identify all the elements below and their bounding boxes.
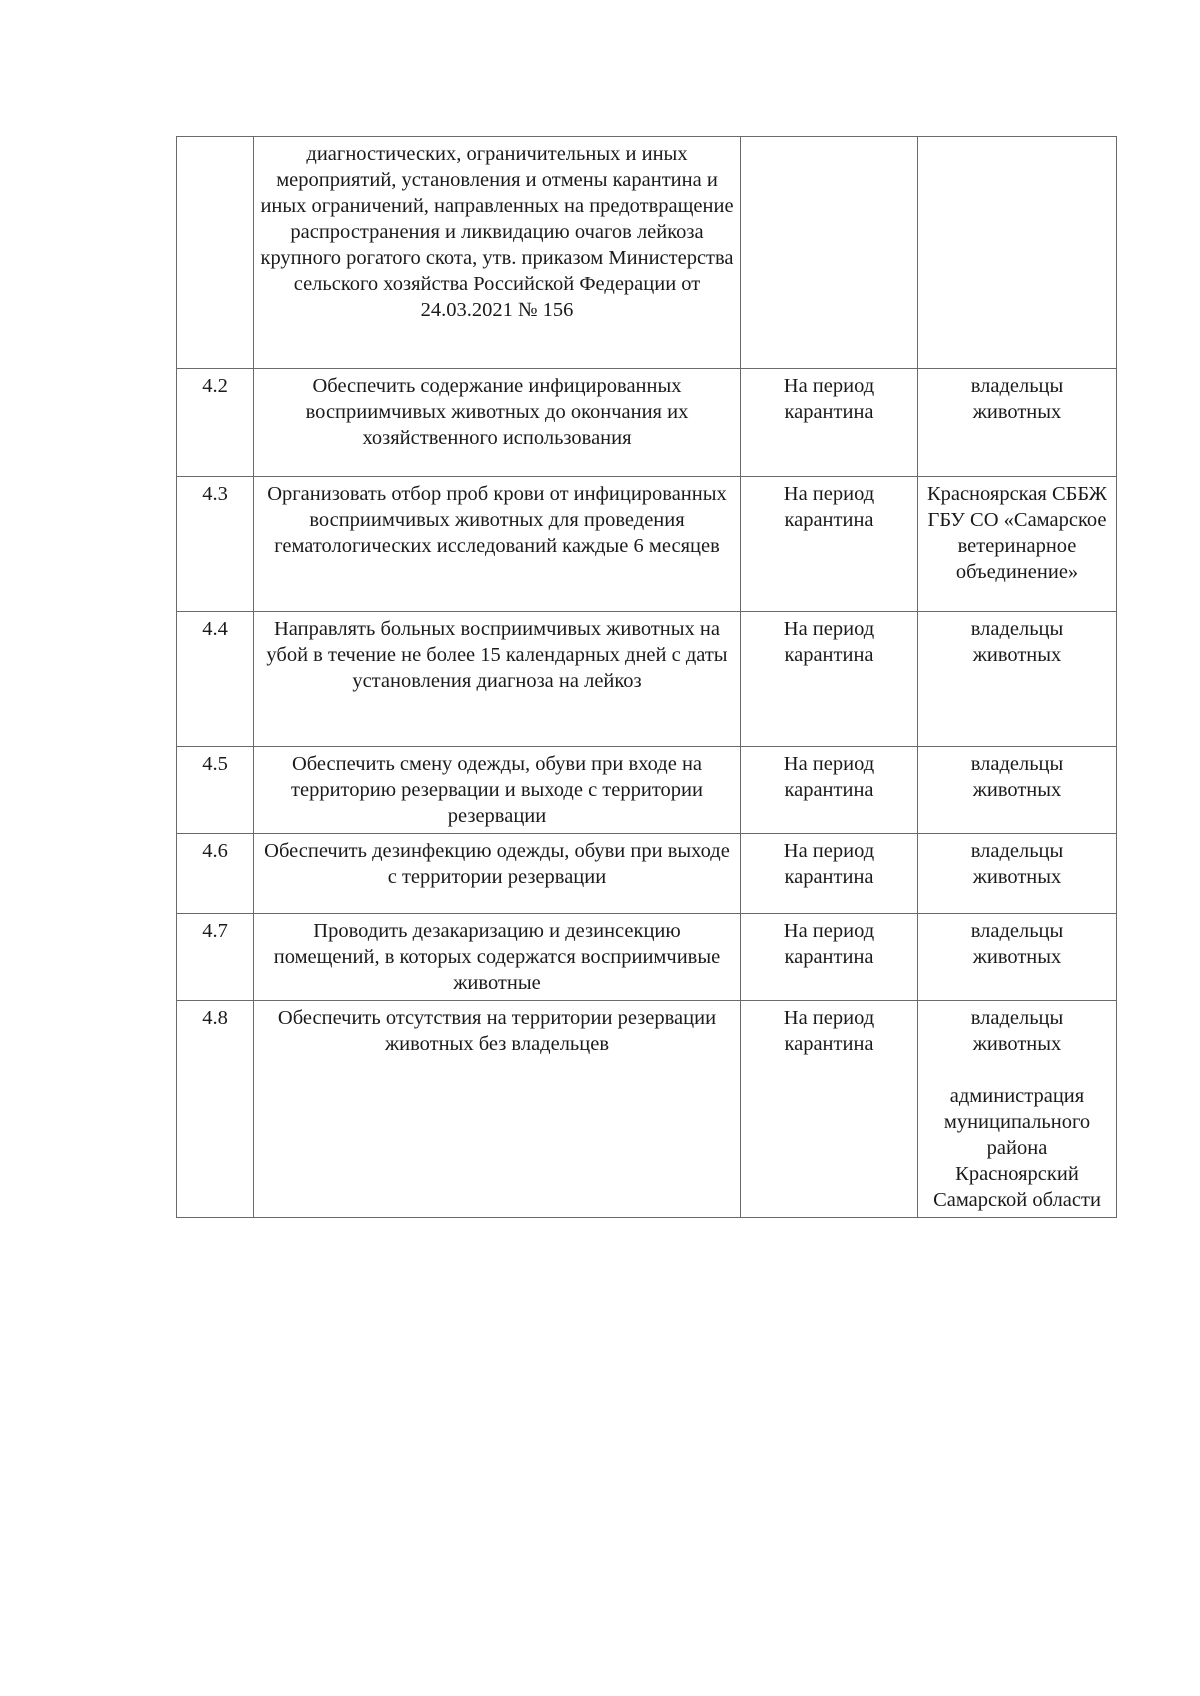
measure-term: На период карантина xyxy=(741,834,918,914)
measure-term xyxy=(741,137,918,369)
measure-responsible-cell xyxy=(918,1001,1117,1218)
measure-term: На период карантина xyxy=(741,477,918,612)
measure-responsible: владельцы животных xyxy=(918,914,1117,1001)
measure-description: Организовать отбор проб крови от инфицированных восприимчивых животных для проведения гематологических исследований каждые 6 месяцев xyxy=(254,477,741,612)
table-row xyxy=(177,914,1117,1001)
row-number: 4.7 xyxy=(177,914,254,1001)
table-row xyxy=(177,369,1117,477)
measure-description: Обеспечить отсутствия на территории резервации животных без владельцев xyxy=(254,1001,741,1218)
measures-table xyxy=(176,136,1117,1218)
row-number: 4.4 xyxy=(177,612,254,747)
row-number: 4.8 xyxy=(177,1001,254,1218)
table-row xyxy=(177,612,1117,747)
measure-description: Обеспечить дезинфекцию одежды, обуви при выходе с территории резервации xyxy=(254,834,741,914)
measure-description: Проводить дезакаризацию и дезинсекцию помещений, в которых содержатся восприимчивые животные xyxy=(254,914,741,1001)
row-number: 4.6 xyxy=(177,834,254,914)
measure-description: Направлять больных восприимчивых животных на убой в течение не более 15 календарных дней с даты установления диагноза на лейкоз xyxy=(254,612,741,747)
table-row xyxy=(177,1001,1117,1218)
measure-responsible: Красноярская СББЖ ГБУ СО «Самарское ветеринарное объединение» xyxy=(918,477,1117,612)
measure-description: диагностических, ограничительных и иных мероприятий, установления и отмены карантина и иных ограничений, направленных на предотвращение распространения и ликвидацию очагов лейкоза крупного рогатого скота, утв. приказом Министерства сельского хозяйства Российской Федерации от 24.03.2021 № 156 xyxy=(254,137,741,369)
measure-description: Обеспечить содержание инфицированных восприимчивых животных до окончания их хозяйственного использования xyxy=(254,369,741,477)
table-row xyxy=(177,477,1117,612)
table-row xyxy=(177,834,1117,914)
measure-responsible: владельцы животных xyxy=(918,834,1117,914)
measure-term: На период карантина xyxy=(741,914,918,1001)
measure-term: На период карантина xyxy=(741,747,918,834)
measure-responsible xyxy=(918,137,1117,369)
measure-responsible-secondary: администрация муниципального района Красноярский Самарской области xyxy=(933,1085,1101,1211)
measure-responsible: владельцы животных xyxy=(918,747,1117,834)
measure-responsible: владельцы животных xyxy=(918,612,1117,747)
measure-term: На период карантина xyxy=(741,369,918,477)
row-number-cell xyxy=(177,137,254,369)
row-number: 4.2 xyxy=(177,369,254,477)
measure-term: На период карантина xyxy=(741,612,918,747)
measure-responsible: владельцы животных xyxy=(918,369,1117,477)
row-number: 4.3 xyxy=(177,477,254,612)
measure-description: Обеспечить смену одежды, обуви при входе на территорию резервации и выходе с территории резервации xyxy=(254,747,741,834)
measure-term: На период карантина xyxy=(741,1001,918,1218)
table-row xyxy=(177,747,1117,834)
row-number: 4.5 xyxy=(177,747,254,834)
table-row-continuation xyxy=(177,137,1117,369)
measure-responsible: владельцы животных xyxy=(970,1007,1064,1055)
